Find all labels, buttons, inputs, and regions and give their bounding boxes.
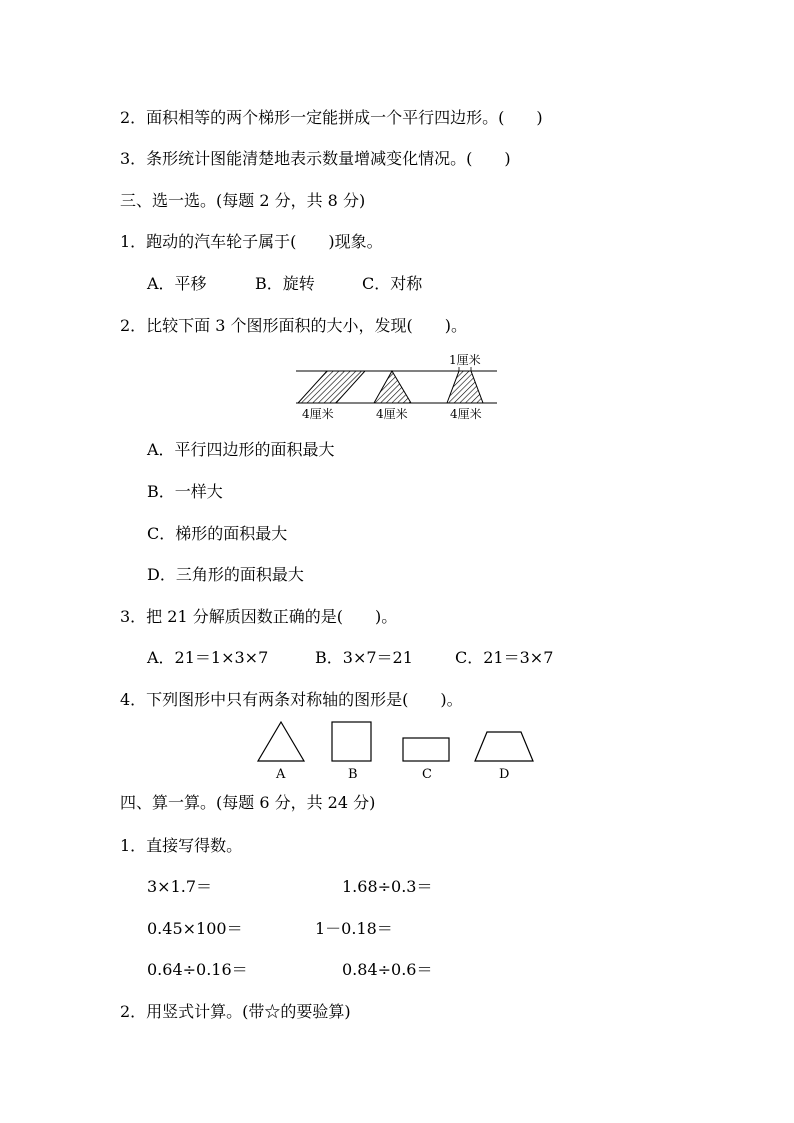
choice-q3-option-c: C．21＝3×7 — [455, 648, 554, 667]
trapezoid-shape — [447, 371, 483, 403]
choice-q1-option-c: C．对称 — [362, 274, 423, 293]
trapezoid-base-label: 4厘米 — [450, 407, 482, 421]
calc-item: 1－0.18＝ — [315, 919, 393, 938]
square-shape-b — [332, 722, 371, 761]
top-side-label: 1厘米 — [449, 353, 481, 367]
judge-question-3: 3．条形统计图能清楚地表示数量增减变化情况。( ) — [120, 149, 511, 168]
choice-q3-option-b: B．3×7＝21 — [315, 648, 413, 667]
calc-item: 0.45×100＝ — [147, 919, 243, 938]
shape-label-c: C — [422, 767, 432, 782]
trapezoid-shape-d — [475, 732, 533, 761]
section-3-heading: 三、选一选。(每题 2 分，共 8 分) — [120, 191, 366, 210]
calc-item: 0.84÷0.6＝ — [342, 960, 433, 979]
choice-q2-option-c: C．梯形的面积最大 — [147, 524, 288, 543]
choice-q1-option-b: B．旋转 — [255, 274, 315, 293]
triangle-shape-a — [258, 722, 304, 761]
choice-q2-option-d: D．三角形的面积最大 — [147, 565, 304, 584]
symmetry-shapes-figure — [250, 716, 540, 782]
choice-question-3: 3．把 21 分解质因数正确的是( )。 — [120, 607, 398, 626]
parallelogram-base-label: 4厘米 — [302, 407, 334, 421]
calc-item: 3×1.7＝ — [147, 877, 213, 896]
choice-question-2: 2．比较下面 3 个图形面积的大小，发现( )。 — [120, 316, 468, 335]
calc-question-2: 2．用竖式计算。(带☆的要验算) — [120, 1002, 351, 1021]
parallelogram-shape — [298, 371, 365, 403]
triangle-shape — [374, 371, 411, 403]
choice-q3-option-a: A．21＝1×3×7 — [147, 648, 269, 667]
shape-label-d: D — [499, 767, 510, 782]
shape-label-a: A — [276, 767, 286, 782]
shape-label-b: B — [348, 767, 358, 782]
triangle-base-label: 4厘米 — [376, 407, 408, 421]
judge-question-2: 2．面积相等的两个梯形一定能拼成一个平行四边形。( ) — [120, 108, 543, 127]
area-comparison-figure — [290, 346, 505, 424]
choice-q1-option-a: A．平移 — [147, 274, 207, 293]
calc-item: 0.64÷0.16＝ — [147, 960, 248, 979]
rectangle-shape-c — [403, 738, 449, 761]
section-4-heading: 四、算一算。(每题 6 分，共 24 分) — [120, 793, 376, 812]
calc-question-1: 1．直接写得数。 — [120, 836, 243, 855]
choice-q2-option-a: A．平行四边形的面积最大 — [147, 440, 335, 459]
choice-question-4: 4．下列图形中只有两条对称轴的图形是( )。 — [120, 690, 463, 709]
choice-question-1: 1．跑动的汽车轮子属于( )现象。 — [120, 232, 383, 251]
choice-q2-option-b: B．一样大 — [147, 482, 223, 501]
calc-item: 1.68÷0.3＝ — [342, 877, 433, 896]
